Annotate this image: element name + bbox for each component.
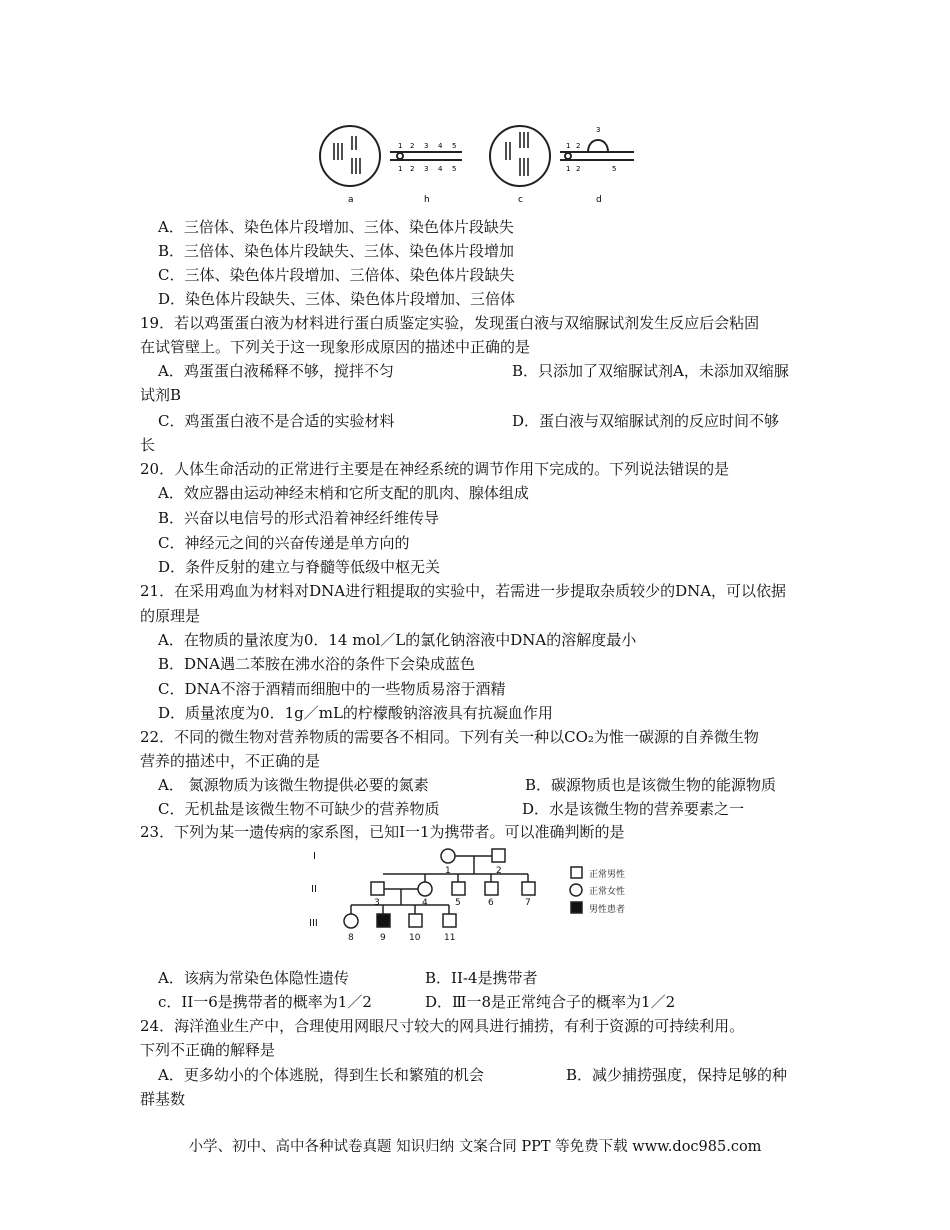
generation-label-II: II (311, 884, 317, 895)
legend-female-label: 正常女性 (589, 887, 626, 897)
page-footer: 小学、初中、高中各种试卷真题 知识归纳 文案合同 PPT 等免费下载 www.doc985.com (188, 1139, 762, 1155)
q22-stem-line1: 22．不同的微生物对营养物质的需要各不相同。下列有关一种以CO₂为惟一碳源的自养微生物 (140, 728, 759, 746)
q23-stem: 23．下列为某一遗传病的家系图，已知I一1为携带者。可以准确判断的是 (140, 823, 625, 841)
q18-option-c: C．三体、染色体片段增加、三倍体、染色体片段缺失 (158, 266, 515, 284)
pedigree-number-7: 7 (525, 898, 531, 908)
b-number-2-bottom: 2 (410, 165, 415, 173)
q21-stem-line1: 21．在采用鸡血为材料对DNA进行粗提取的实验中，若需进一步提取杂质较少的DNA，可以依据 (140, 582, 787, 600)
d-number-1-bottom: 1 (566, 165, 571, 173)
cell-a-circle (320, 126, 380, 186)
pedigree-number-8: 8 (348, 933, 354, 943)
pedigree-number-5: 5 (455, 898, 461, 908)
d-number-5-bottom: 5 (612, 165, 617, 173)
b-number-4: 4 (438, 142, 443, 150)
q21-option-a: A．在物质的量浓度为0．14 mol／L的氯化钠溶液中DNA的溶解度最小 (158, 631, 637, 649)
pedigree-III-9-affected-male (377, 914, 390, 927)
q24-stem-line2: 下列不正确的解释是 (140, 1041, 276, 1059)
q21-option-d: D．质量浓度为0．1g／mL的柠檬酸钠溶液具有抗凝血作用 (158, 704, 553, 722)
cell-a-chromosomes (334, 136, 360, 174)
pedigree-number-10: 10 (409, 933, 421, 943)
q20-option-b: B．兴奋以电信号的形式沿着神经纤维传导 (158, 509, 440, 527)
q24-option-b-cont: 群基数 (140, 1090, 186, 1108)
generation-label-III: III (309, 918, 318, 929)
d-number-2: 2 (576, 142, 581, 150)
q22-stem-line2: 营养的描述中，不正确的是 (140, 752, 321, 770)
q22-option-d: D．水是该微生物的营养要素之一 (522, 800, 745, 818)
q22-option-c: C．无机盐是该微生物不可缺少的营养物质 (158, 800, 440, 818)
b-number-5-bottom: 5 (452, 165, 457, 173)
panel-label-a: a (348, 195, 354, 205)
q19-option-b: B．只添加了双缩脲试剂A，未添加双缩脲 (512, 362, 789, 380)
b-number-1: 1 (398, 142, 403, 150)
d-number-1: 1 (566, 142, 571, 150)
q19-stem-line2: 在试管壁上。下列关于这一现象形成原因的描述中正确的是 (140, 338, 531, 356)
q20-option-a: A．效应器由运动神经末梢和它所支配的肌肉、腺体组成 (158, 484, 529, 502)
b-number-1-bottom: 1 (398, 165, 403, 173)
panel-label-c: c (518, 195, 523, 205)
q24-option-b: B．减少捕捞强度，保持足够的种 (566, 1066, 788, 1084)
q19-option-b-cont: 试剂B (140, 386, 182, 404)
q23-option-b: B．II-4是携带者 (425, 969, 538, 987)
pedigree-II-4-female (418, 882, 432, 896)
q23-option-d: D．Ⅲ一8是正常纯合子的概率为1／2 (425, 993, 676, 1011)
pedigree-I-2-male (492, 849, 505, 862)
q21-stem-line2: 的原理是 (140, 607, 201, 625)
q24-stem-line1: 24．海洋渔业生产中，合理使用网眼尺寸较大的网具进行捕捞，有利于资源的可持续利用。 (140, 1017, 745, 1035)
pedigree-III-10-male (409, 914, 422, 927)
chromosome-d (560, 140, 634, 160)
b-number-3: 3 (424, 142, 429, 150)
q19-stem-line1: 19．若以鸡蛋蛋白液为材料进行蛋白质鉴定实验，发现蛋白液与双缩脲试剂发生反应后会粘固 (140, 314, 760, 332)
q21-option-c: C．DNA不溶于酒精而细胞中的一些物质易溶于酒精 (158, 680, 506, 698)
pedigree-number-11: 11 (444, 933, 456, 943)
q18-option-a: A．三倍体、染色体片段增加、三体、染色体片段缺失 (158, 218, 514, 236)
cell-c-chromosomes (506, 132, 528, 176)
pedigree-chart (305, 842, 645, 954)
b-number-5: 5 (452, 142, 457, 150)
pedigree-number-2: 2 (496, 866, 502, 876)
q21-option-b: B．DNA遇二苯胺在沸水浴的条件下会染成蓝色 (158, 655, 476, 673)
b-number-3-bottom: 3 (424, 165, 429, 173)
chromosome-variation-figure (312, 118, 642, 208)
pedigree-III-11-male (443, 914, 456, 927)
d-number-3: 3 (596, 126, 601, 134)
pedigree-II-7-male (522, 882, 535, 895)
pedigree-number-3: 3 (374, 898, 380, 908)
legend-affected-label: 男性患者 (589, 905, 626, 915)
q20-option-c: C．神经元之间的兴奋传递是单方向的 (158, 534, 410, 552)
pedigree-II-6-male (485, 882, 498, 895)
q24-option-a: A．更多幼小的个体逃脱，得到生长和繁殖的机会 (158, 1066, 484, 1084)
q19-option-c: C．鸡蛋蛋白液不是合适的实验材料 (158, 412, 395, 430)
legend-female-icon (570, 884, 582, 896)
q20-option-d: D．条件反射的建立与脊髓等低级中枢无关 (158, 558, 441, 576)
pedigree-number-1: 1 (445, 866, 451, 876)
panel-label-d: d (596, 195, 602, 205)
q23-option-c: c．II一6是携带者的概率为1／2 (158, 993, 372, 1011)
pedigree-II-5-male (452, 882, 465, 895)
pedigree-II-3-male (371, 882, 384, 895)
q19-option-d: D．蛋白液与双缩脲试剂的反应时间不够 (512, 412, 780, 430)
pedigree-I-1-female (441, 849, 455, 863)
generation-label-I: I (313, 851, 316, 862)
pedigree-III-8-female (344, 914, 358, 928)
legend-affected-male-icon (571, 902, 582, 913)
q20-stem: 20．人体生命活动的正常进行主要是在神经系统的调节作用下完成的。下列说法错误的是 (140, 460, 730, 478)
q22-option-a: A． 氮源物质为该微生物提供必要的氮素 (158, 776, 429, 794)
chromosome-b (390, 152, 462, 160)
q18-option-d: D．染色体片段缺失、三体、染色体片段增加、三倍体 (158, 290, 516, 308)
q18-option-b: B．三倍体、染色体片段缺失、三体、染色体片段增加 (158, 242, 515, 260)
legend-male-icon (571, 867, 582, 878)
pedigree-number-6: 6 (488, 898, 494, 908)
q22-option-b: B．碳源物质也是该微生物的能源物质 (525, 776, 777, 794)
q19-option-a: A．鸡蛋蛋白液稀释不够，搅拌不匀 (158, 362, 394, 380)
pedigree-number-4: 4 (422, 898, 428, 908)
legend-male-label: 正常男性 (589, 870, 626, 880)
b-number-2: 2 (410, 142, 415, 150)
q23-option-a: A．该病为常染色体隐性遗传 (158, 969, 349, 987)
b-number-4-bottom: 4 (438, 165, 443, 173)
panel-label-b: h (424, 195, 430, 205)
pedigree-number-9: 9 (380, 933, 386, 943)
d-number-2-bottom: 2 (576, 165, 581, 173)
q19-option-d-cont: 长 (140, 436, 156, 454)
